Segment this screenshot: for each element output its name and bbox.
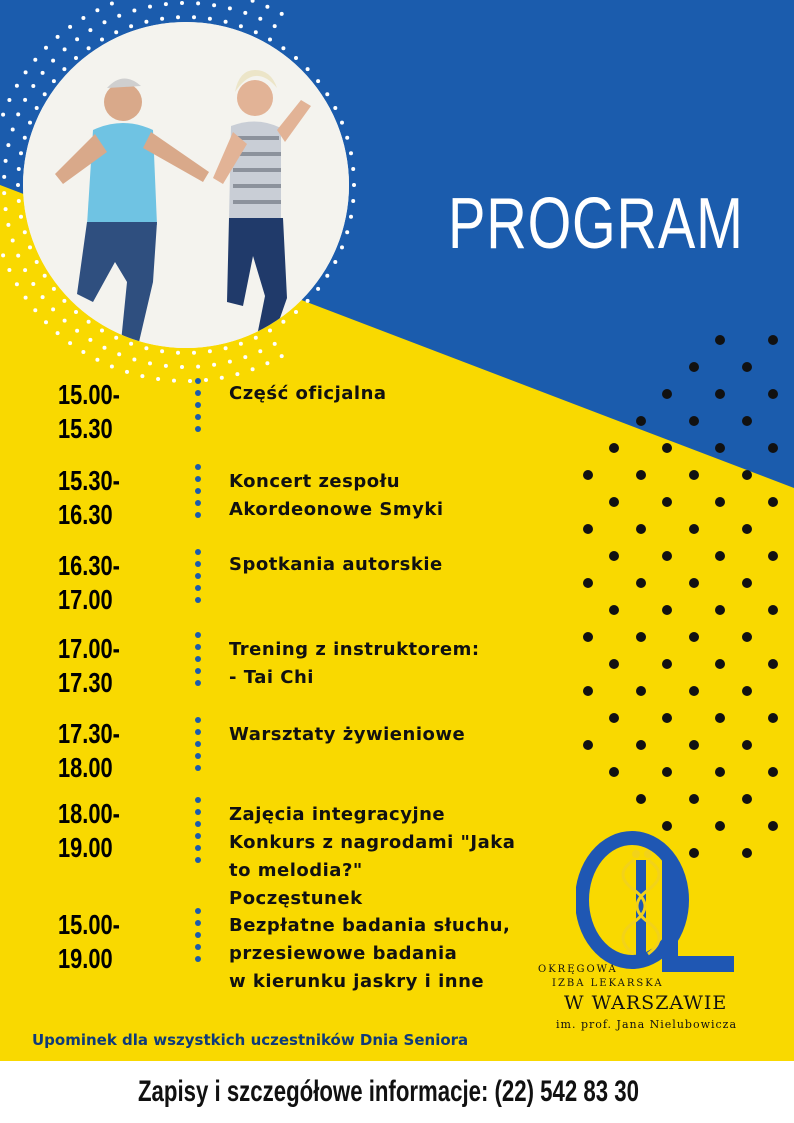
schedule-time: 15.00- 19.00 <box>58 909 120 974</box>
oil-caduceus-logo-icon <box>576 830 736 980</box>
schedule-time: 17.30- 18.00 <box>58 718 120 783</box>
logo-line-3: im. prof. Jana Nielubowicza <box>556 1018 738 1031</box>
dotted-separator <box>195 549 202 609</box>
schedule-activity: Część oficjalna <box>229 383 387 404</box>
schedule-activity: Zajęcia integracyjne Konkurs z nagrodami "Jaka to melodia?" Poczęstunek <box>229 804 516 909</box>
logo-line-2: W WARSZAWIE <box>564 992 728 1014</box>
dotted-separator <box>195 908 202 968</box>
logo-line-1: OKRĘGOWA <box>538 964 618 975</box>
schedule-activity: Koncert zespołu Akordeonowe Smyki <box>229 471 444 520</box>
schedule-activity: Trening z instruktorem: - Tai Chi <box>229 639 480 688</box>
dotted-separator <box>195 378 202 438</box>
schedule-activity: Bezpłatne badania słuchu, przesiewowe badania w kierunku jaskry i inne <box>229 915 511 992</box>
registration-info: Zapisy i szczegółowe informacje: (22) 542 83 30 <box>138 1075 639 1108</box>
schedule-activity: Warsztaty żywieniowe <box>229 724 466 745</box>
program-title: PROGRAM <box>448 184 744 264</box>
schedule-time: 18.00- 19.00 <box>58 798 120 863</box>
dotted-separator <box>195 464 202 524</box>
footer-bar <box>0 1061 794 1123</box>
schedule-time: 16.30- 17.00 <box>58 550 120 615</box>
schedule-time: 15.00- 15.30 <box>58 379 120 444</box>
medical-chamber-logo <box>536 830 766 1040</box>
dotted-separator <box>195 797 202 869</box>
dotted-separator <box>195 717 202 777</box>
schedule-time: 15.30- 16.30 <box>58 465 120 530</box>
schedule-time: 17.00- 17.30 <box>58 633 120 698</box>
dotted-separator <box>195 632 202 692</box>
logo-line-1b: IZBA LEKARSKA <box>552 978 664 989</box>
schedule-activity: Spotkania autorskie <box>229 554 443 575</box>
gift-note: Upominek dla wszystkich uczestników Dnia Seniora <box>32 1031 469 1049</box>
